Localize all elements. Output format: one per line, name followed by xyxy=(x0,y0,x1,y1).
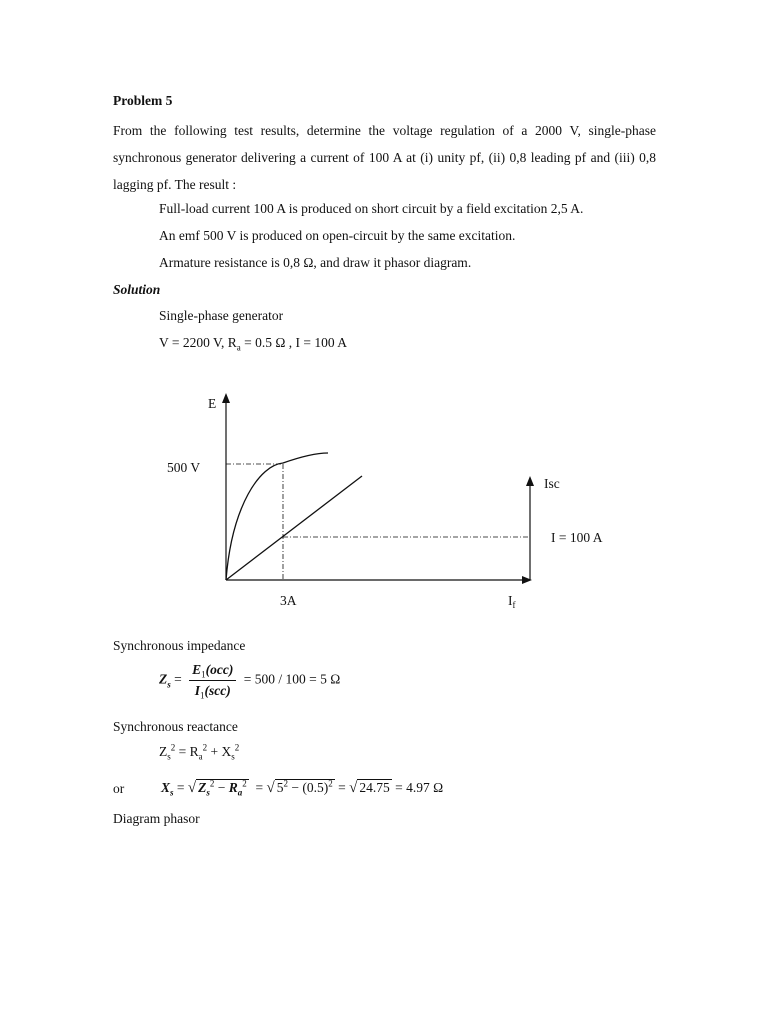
impedance-lhs: Z xyxy=(159,671,168,687)
occ-curve xyxy=(226,453,328,580)
isc-axis-label: Isc xyxy=(544,476,560,491)
problem-statement: From the following test results, determine the voltage regulation of a 2000 V, single-phase synchronous generator delivering a current of 100 A at (i) unity pf, (ii) 0,8 leading pf and (iii) 0,8 lagging pf. The result : xyxy=(113,123,656,192)
reactance-result: = 4.97 Ω xyxy=(395,780,444,795)
isc-axis-arrow-icon xyxy=(526,476,534,486)
emf-label: 500 V xyxy=(167,460,201,475)
impedance-denominator: $I_1(scc)$ xyxy=(194,683,231,701)
current-label: I = 100 A xyxy=(551,530,603,545)
impedance-fraction xyxy=(189,662,236,699)
sqrt-icon: √ xyxy=(266,780,275,796)
given-rest: = 0.5 Ω , I = 100 A xyxy=(240,335,348,350)
occ-scc-graph xyxy=(150,385,630,615)
result-line-3: Armature resistance is 0,8 Ω, and draw it phasor diagram. xyxy=(159,255,472,270)
if-axis-label-main: I xyxy=(508,593,513,608)
given-v: V = 2200 V, R xyxy=(159,335,237,350)
impedance-equation xyxy=(159,662,340,699)
excitation-label: 3A xyxy=(280,593,297,608)
sqrt-icon: √ xyxy=(187,780,197,796)
reactance-heading: Synchronous reactance xyxy=(113,719,238,734)
scc-line xyxy=(226,476,362,580)
reactance-equation-1: $Z_s^2 = R_a^2 + X_s^2$ xyxy=(159,742,240,762)
reactance-equation-2: $X_s$ = √ $Z_s^2 - R_a^2$ = √ $5^2 - (0.5)^2$ = √ 24.75 = 4.97 Ω xyxy=(161,778,444,798)
impedance-lhs-sub: s xyxy=(167,679,171,690)
radicand-1: $Z_s^2 - R_a^2$ xyxy=(198,778,247,798)
sqrt-icon: √ xyxy=(349,780,358,796)
problem-title: Problem 5 xyxy=(113,93,173,108)
given-ra-sub: a xyxy=(236,342,241,353)
diagram-heading: Diagram phasor xyxy=(113,811,200,826)
e-axis-arrow-icon xyxy=(222,393,230,403)
if-axis-label-sub: f xyxy=(512,600,516,610)
given-values xyxy=(159,335,347,351)
e-axis-label: E xyxy=(208,396,217,411)
or-label: or xyxy=(113,781,125,796)
impedance-result: = 500 / 100 = 5 Ω xyxy=(243,671,341,687)
radicand-3: 24.75 xyxy=(359,780,390,795)
radicand-2: $5^2 - (0.5)^2$ xyxy=(276,778,333,795)
solution-line-1: Single-phase generator xyxy=(159,308,284,323)
if-axis-label xyxy=(508,593,516,610)
impedance-numerator: $E_1(occ)$ xyxy=(189,662,236,681)
impedance-heading: Synchronous impedance xyxy=(113,638,246,653)
result-line-1: Full-load current 100 A is produced on short circuit by a field excitation 2,5 A. xyxy=(159,201,584,216)
impedance-eq: = xyxy=(174,671,182,687)
result-line-2: An emf 500 V is produced on open-circuit by the same excitation. xyxy=(159,228,516,243)
solution-heading: Solution xyxy=(113,282,161,297)
